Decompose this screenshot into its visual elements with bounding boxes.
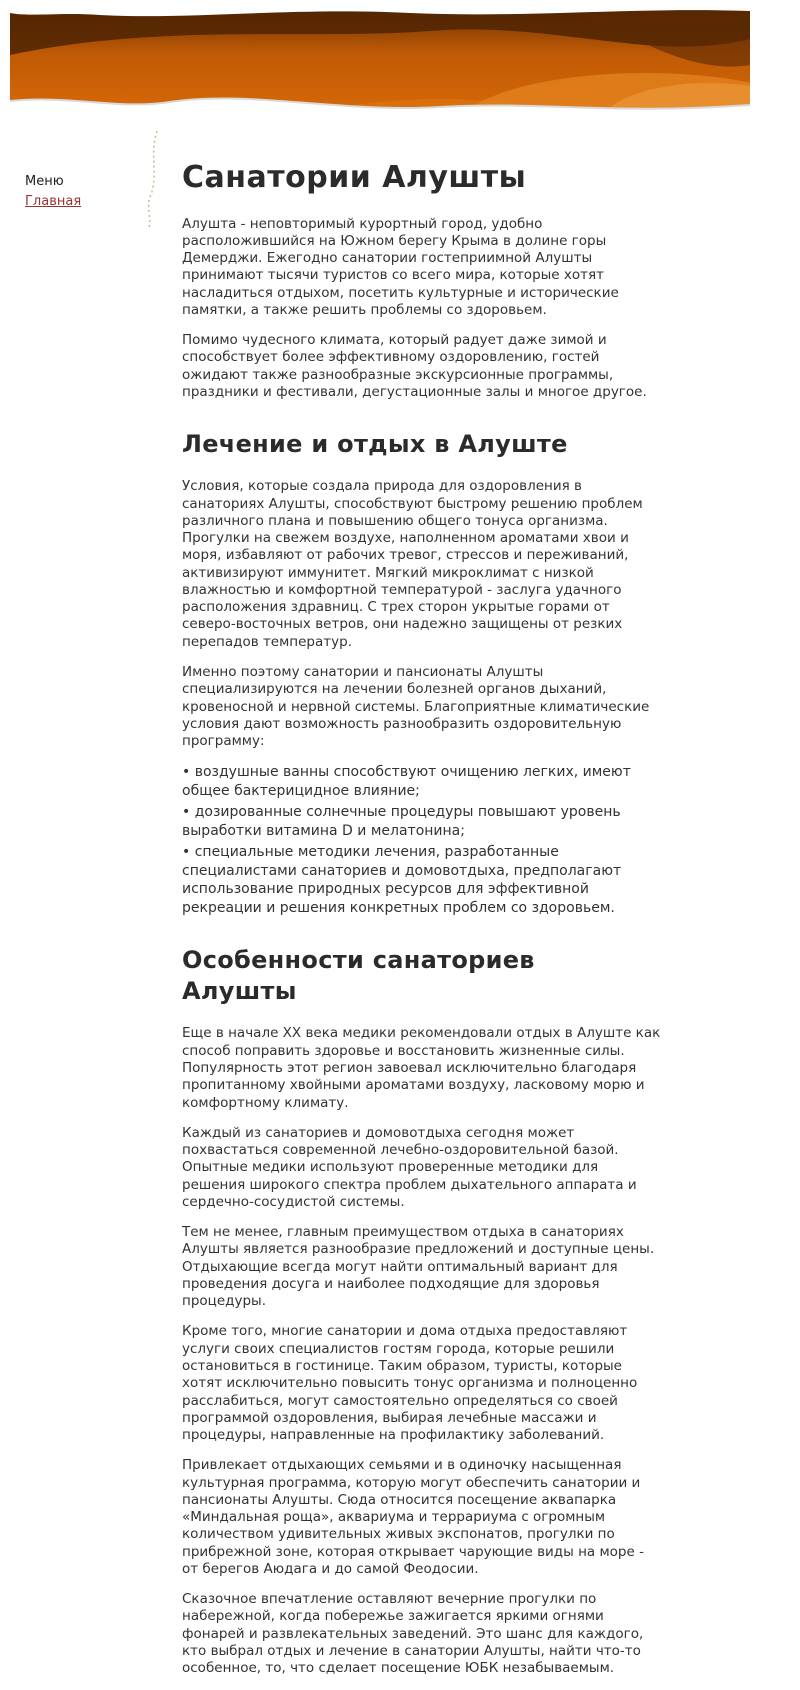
paragraph: Сказочное впечатление оставляют вечерние прогулки по набережной, когда побережье зажигается яркими огнями фонарей и развлекательных заведений. Это шанс для каждого, кто выбрал отдых и лечение в санатории Алушты, найти что-то особенное, то, что сделает посещение ЮБК незабываемым. [182,1591,644,1677]
main-content [182,161,664,1690]
sidebar-link-home[interactable]: Главная [25,193,82,209]
paragraph: Кроме того, многие санатории и дома отдыха предоставляют услуги своих специалистов гостям города, которые решили остановиться в гостинице. Таким образом, туристы, которые хотят исключительно повысить тонус организма и полноценно расслабиться, могут самостоятельно определяться со своей программой оздоровления, выбирая лечебные массажи и процедуры, направленные на профилактику заболеваний. [182,1323,638,1444]
paragraph: Условия, которые создала природа для оздоровления в санаториях Алушты, способствуют быстрому решению проблем различного плана и повышению общего тонуса организма. Прогулки на свежем воздухе, наполненном ароматами хвои и моря, избавляют от рабочих тревог, стрессов и переживаний, активизируют иммунитет. Мягкий микроклимат с низкой влажностью и комфортной температурой - заслуга удачного расположения здравниц. С трех сторон укрытые горами от северо-восточных ветров, они надежно защищены от резких перепадов температур. [182,478,643,650]
page-title: Санатории Алушты [182,160,527,195]
paragraph: Каждый из санаториев и домовотдыха сегодня может похвастаться современной лечебно-оздоровительной базой. Опытные медики используют проверенные методики для решения широкого спектра проблем дыхательного аппарата и сердечно-сосудистой системы. [182,1124,637,1210]
sidebar [0,161,182,210]
list-item: • воздушные ванны способствуют очищению легких, имеют общее бактерицидное влияние; [182,763,664,800]
paragraph: Именно поэтому санатории и пансионаты Алушты специализируются на лечении болезней органов дыханий, кровеносной и нервной системы. Благоприятные климатические условия дают возможность разнообразить оздоровительную программу: [182,664,650,750]
paragraph: Привлекает отдыхающих семьями и в одиночку насыщенная культурная программа, которую могут обеспечить санатории и пансионаты Алушты. Сюда относится посещение аквапарка «Миндальная роща», аквариума и террариума с огромным количеством удивительных живых экспонатов, прогулки по прибрежной зоне, которая открывает чарующие виды на море - от берегов Аюдага и до самой Феодосии. [182,1457,644,1577]
section-heading-treatment: Лечение и отдых в Алуште [182,430,568,459]
list-item: • дозированные солнечные процедуры повышают уровень выработки витамина D и мелатонина; [182,803,664,840]
paragraph: Еще в начале XX века медики рекомендовали отдых в Алуште как способ поправить здоровье и восстановить жизненные силы. Популярность этот регион завоевал исключительно благодаря пропитанному хвойными ароматами воздуху, ласковому морю и комфортному климату. [182,1025,661,1111]
banner-art-graphic [10,5,750,127]
list-item: • специальные методики лечения, разработанные специалистами санаториев и домовотдыха, предполагают использование природных ресурсов для эффективной рекреации и решения конкретных проблем со здоровьем. [182,843,664,917]
menu-title: Меню [25,174,64,189]
section-heading-features: Особенности санаториев Алушты [182,946,535,1006]
intro-paragraph: Алушта - неповторимый курортный город, удобно расположившийся на Южном берегу Крыма в долине горы Демерджи. Ежегодно санатории гостеприимной Алушты принимают тысячи туристов со всего мира, которые хотят насладиться отдыхом, посетить культурные и исторические памятки, а также решить проблемы со здоровьем. [182,215,619,318]
paragraph: Тем не менее, главным преимуществом отдыха в санаториях Алушты является разнообразие предложений и доступные цены. Отдыхающие всегда могут найти оптимальный вариант для проведения досуга и наиболее подходящие для здоровья процедуры. [182,1224,655,1310]
page-body [0,161,800,1690]
benefits-list [182,763,664,917]
intro-paragraph: Помимо чудесного климата, который радует даже зимой и способствует более эффективному оздоровлению, гостей ожидают также разнообразные экскурсионные программы, праздники и фестивали, дегустационные залы и многое другое. [182,332,647,400]
header-banner [10,5,750,127]
